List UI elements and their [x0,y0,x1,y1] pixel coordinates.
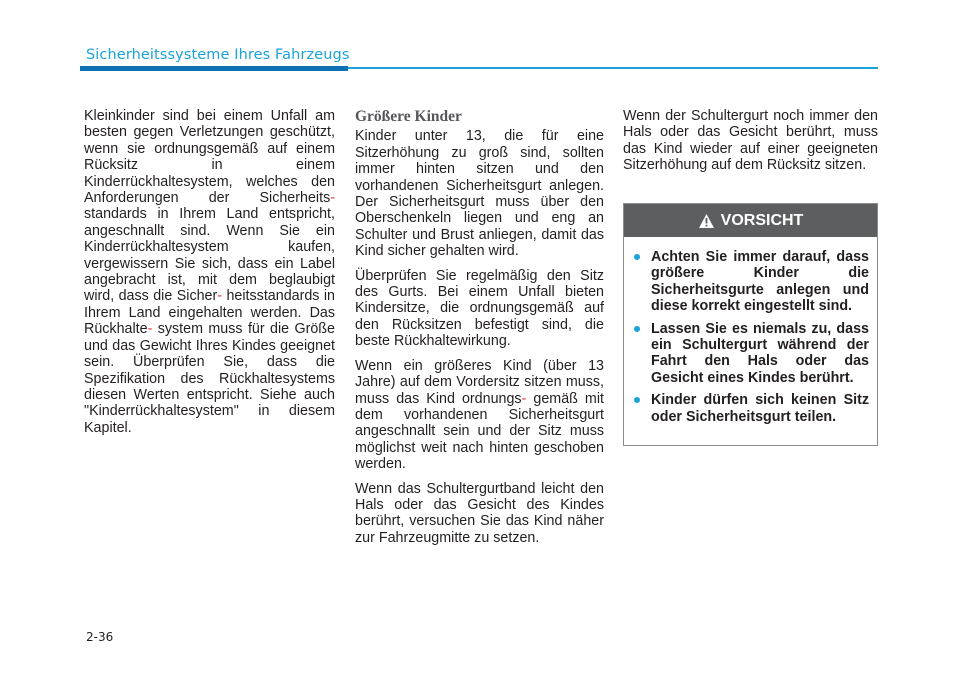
hyphen-mark: - [330,190,335,207]
header-divider-line [348,67,878,69]
hyphen-mark: - [147,321,153,338]
header-accent-bar [80,66,348,71]
warning-item [634,392,869,425]
hyphen-mark: - [217,288,223,305]
warning-item [634,249,869,315]
warning-header [624,204,877,237]
text-column-1 [84,108,335,444]
warning-list [624,237,877,425]
paragraph: Kinder unter 13, die für eine Sitzerhöhung zu groß sind, sollten immer hinten sitzen und den vorhandenen Sicherheitsgurt anlegen. Der Sicherheitsgurt muss über den Oberschenkeln liegen und eng an Schulter und Brust anliegen, damit das Kind sicher gehalten wird. [355,128,604,260]
warning-item-text: Lassen Sie es niemals zu, dass ein Schultergurt während der Fahrt den Hals oder das Gesicht eines Kindes berührt. [651,320,869,386]
paragraph: Überprüfen Sie regelmäßig den Sitz des Gurts. Bei einem Unfall bieten Kindersitze, die ordnungsgemäß auf den Rücksitzen befestigt sind, die beste Rückhaltewirkung. [355,267,604,350]
text-column-3 [623,108,878,182]
bullet-icon [634,254,640,260]
paragraph: Wenn der Schultergurt noch immer den Hals oder das Gesicht berührt, muss das Kind wieder auf einer geeigneten Sitzerhöhung auf dem Rücksitz sitzen. [623,108,878,174]
warning-item [634,321,869,387]
warning-box [623,203,878,446]
text-segment: Wenn ein größeres Kind (über 13 Jahre) auf dem Vordersitz sitzen muss, muss das Kind ordnungs [355,357,604,407]
bullet-icon [634,326,640,332]
text-segment: system muss für die Größe und das Gewicht Ihres Kindes geeignet sein. Überprüfen Sie, dass die Spezifikation des Rückhaltesystems diesen Werten entspricht. Siehe auch "Kinderrückhaltesystem" in diesem Kapitel. [84,321,335,436]
sub-heading: Größere Kinder [355,108,462,125]
hyphen-mark: - [521,390,527,407]
text-column-2 [355,108,604,554]
paragraph [355,358,604,473]
warning-title: VORSICHT [720,211,804,229]
text-segment: Kleinkinder sind bei einem Unfall am besten gegen Verletzungen geschützt, wenn sie ordnungsgemäß auf einem Rücksitz in einem Kinderrückhaltesystem, welches den Anforderungen der Sicherheits [84,108,335,207]
warning-item-text: Achten Sie immer darauf, dass größere Kinder die Sicherheitsgurte anlegen und diese korrekt eingestellt sind. [651,249,869,315]
warning-triangle-icon [698,213,715,229]
section-title: Sicherheitssysteme Ihres Fahrzeugs [86,47,350,63]
bullet-icon [634,397,640,403]
paragraph: Wenn das Schultergurtband leicht den Hals oder das Gesicht des Kindes berührt, versuchen Sie das Kind näher zur Fahrzeugmitte zu setzen. [355,480,604,546]
text-segment: standards in Ihrem Land entspricht, angeschnallt sind. Wenn Sie ein Kinderrückhaltesystem kaufen, vergewissern Sie sich, dass ein Label angebracht ist, mit dem beglaubigt wird, dass die Sicher [84,206,335,305]
warning-item-text: Kinder dürfen sich keinen Sitz oder Sicherheitsgurt teilen. [651,392,869,425]
paragraph-child-restraint [84,108,335,436]
text-segment: heitsstandards in Ihrem Land eingehalten werden. Das Rückhalte [84,288,336,338]
text-segment: gemäß mit dem vorhandenen Sicherheitsgurt angeschnallt sein und der Sitz muss möglichst weit nach hinten geschoben werden. [355,390,604,473]
page-number: 2-36 [86,630,114,644]
